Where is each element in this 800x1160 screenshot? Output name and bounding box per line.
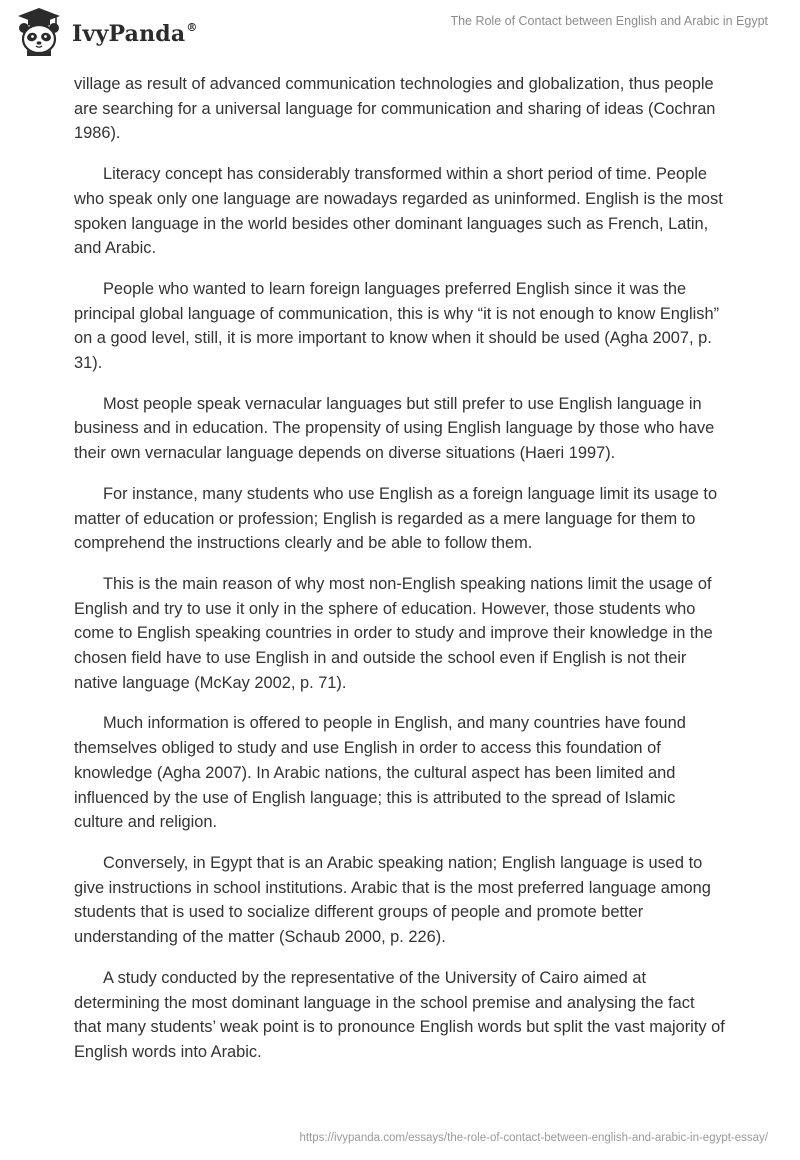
paragraph: A study conducted by the representative of the University of Cairo aimed at determining the most dominant language in the school premise and analysing the fact that many students’ weak point is to pronounce English words but split the vast majority of English words into Arabic. xyxy=(74,968,725,1061)
panda-graduate-icon xyxy=(14,6,64,58)
paragraph: Most people speak vernacular languages but still prefer to use English language in business and in education. The propensity of using English language by those who have their own vernacular language depends on diverse situations (Haeri 1997). xyxy=(74,394,715,463)
paragraph: For instance, many students who use English as a foreign language limit its usage to matter of education or profession; English is regarded as a mere language for them to comprehend the instructions clearly and be able to follow them. xyxy=(74,484,718,553)
paragraph: People who wanted to learn foreign languages preferred English since it was the principal global language of communication, this is why “it is not enough to know English” on a good level, still, it is more important to know when it should be used (Agha 2007, p. 31). xyxy=(74,279,720,373)
paragraph: Conversely, in Egypt that is an Arabic speaking nation; English language is used to give instructions in school institutions. Arabic that is the most preferred language among students that is used to socialize different groups of people and promote better understanding of the matter (Schaub 2000, p. 226). xyxy=(74,853,711,947)
brand-name: IvyPanda® xyxy=(72,21,198,47)
document-title: The Role of Contact between English and Arabic in Egypt xyxy=(450,14,768,28)
page-header xyxy=(0,0,800,66)
paragraph: village as result of advanced communication technologies and globalization, thus people are searching for a universal language for communication and sharing of ideas (Cochran 1986). xyxy=(74,75,716,143)
registered-mark: ® xyxy=(186,21,198,34)
source-url[interactable]: https://ivypanda.com/essays/the-role-of-contact-between-english-and-arabic-in-egypt-essay/ xyxy=(299,1132,768,1144)
paragraph: Literacy concept has considerably transformed within a short period of time. People who speak only one language are nowadays regarded as uninformed. English is the most spoken language in the world besides other dominant languages such as French, Latin, and Arabic. xyxy=(74,165,723,258)
paragraph: This is the main reason of why most non-English speaking nations limit the usage of English and try to use it only in the sphere of education. However, those students who come to English speaking countries in order to study and improve their knowledge in the chosen field have to use English in and outside the school even if English is not their native language (McKay 2002, p. 71). xyxy=(74,574,713,692)
essay-body xyxy=(74,72,726,1081)
paragraph: Much information is offered to people in English, and many countries have found themselves obliged to study and use English in order to access this foundation of knowledge (Agha 2007). In Arabic nations, the cultural aspect has been limited and influenced by the use of English language; this is attributed to the spread of Islamic culture and religion. xyxy=(74,714,686,832)
logo[interactable] xyxy=(14,6,198,58)
